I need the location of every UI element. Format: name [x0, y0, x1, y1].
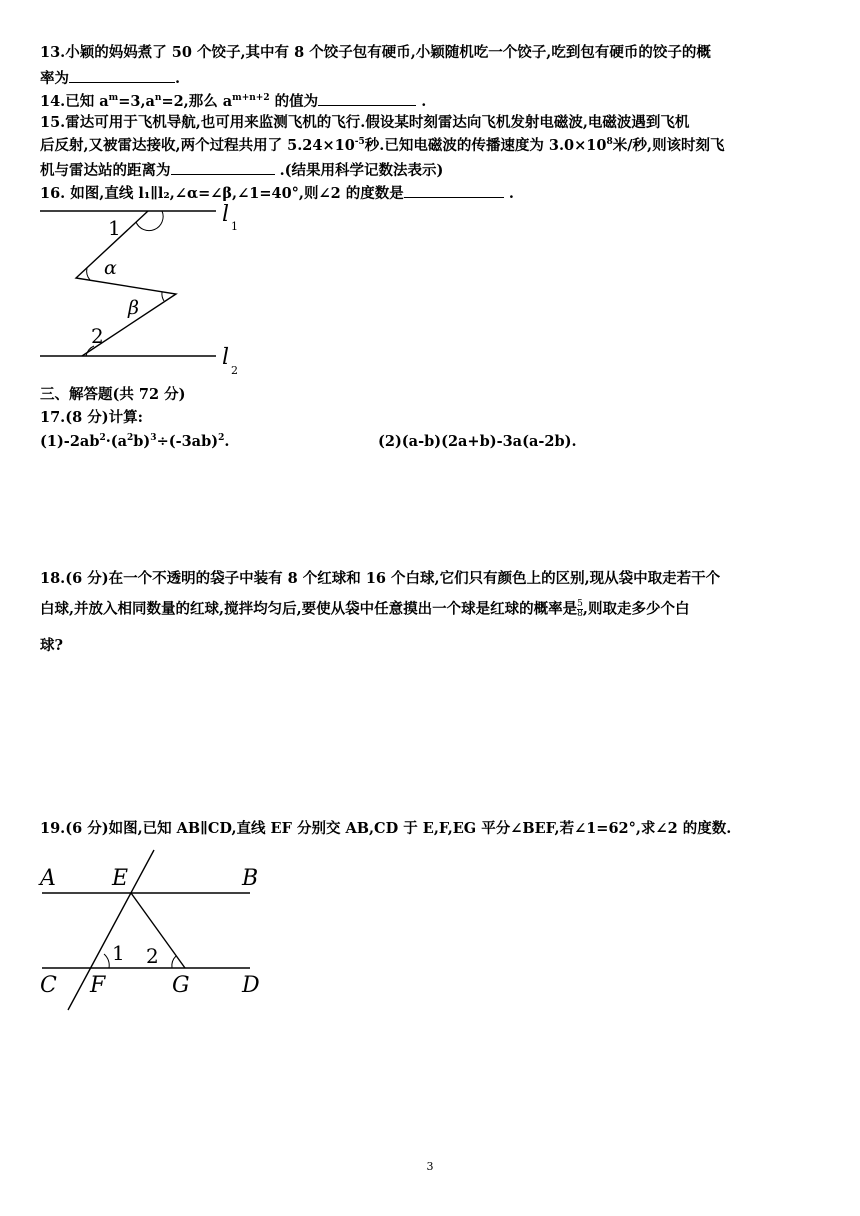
q15-text-a: 后反射,又被雷达接收,两个过程共用了 5.24×10	[40, 137, 355, 154]
q14-sup-n: n	[154, 93, 162, 104]
angle-beta-arc	[162, 292, 164, 301]
page-number: 3	[426, 1160, 434, 1173]
label-1: 1	[108, 216, 121, 240]
q18-numerator: 5	[577, 599, 583, 609]
q13-answer-blank[interactable]	[69, 68, 175, 83]
label-alpha: α	[104, 257, 117, 279]
q14-end: .	[421, 93, 427, 110]
label-1: 1	[112, 941, 125, 965]
q13-prefix: 率为	[40, 70, 69, 87]
label-l1-sub: 1	[231, 220, 238, 233]
q14-answer-blank[interactable]	[318, 91, 416, 106]
q16-line	[40, 183, 514, 203]
section-3-heading: 三、解答题(共 72 分)	[40, 386, 186, 403]
q15-text-d: 机与雷达站的距离为	[40, 162, 171, 179]
q17-part1	[40, 433, 229, 451]
angle-1-arc	[104, 954, 109, 968]
q17-p1-b: ·(a	[105, 433, 128, 450]
q14-line	[40, 91, 426, 111]
q14-sup-m: m	[108, 93, 119, 104]
q14-text-d: 的值为	[269, 93, 319, 110]
label-beta: β	[128, 297, 139, 319]
angle-2-arc	[172, 956, 176, 968]
q18-denominator: 8	[577, 609, 583, 619]
q17-p1-e: .	[224, 433, 230, 450]
q17-p1-c: b)	[133, 433, 151, 450]
q16-end: .	[508, 185, 514, 202]
q15-line3	[40, 160, 443, 180]
label-l2: l	[222, 345, 230, 370]
label-G: G	[172, 973, 190, 998]
label-A: A	[40, 866, 56, 891]
line-EF	[68, 850, 154, 1010]
q18-text-a: 白球,并放入相同数量的红球,搅拌均匀后,要使从袋中任意摸出一个球是红球的概率是	[40, 600, 578, 618]
q15-text-e: .(结果用科学记数法表示)	[279, 162, 444, 179]
label-B: B	[242, 866, 259, 891]
label-2: 2	[91, 324, 104, 348]
q18-line2	[40, 600, 689, 619]
q15-text-c: 米/秒,则该时刻飞	[612, 137, 725, 154]
angle-1-arc	[136, 211, 163, 231]
q17-part2: (2)(a-b)(2a+b)-3a(a-2b).	[378, 433, 577, 450]
q16-figure	[36, 204, 246, 380]
q14-text-b: =3,a	[118, 93, 155, 110]
q18-text-b: ,则取走多少个白	[582, 600, 690, 618]
q14-text-a: 14.已知 a	[40, 93, 109, 110]
q14-sup-exp: m+n+2	[232, 93, 270, 104]
q13-end: .	[175, 70, 181, 87]
q13-line1: 13.小颖的妈妈煮了 50 个饺子,其中有 8 个饺子包有硬币,小颖随机吃一个饺子,吃到包有硬币的饺子的概	[40, 44, 711, 61]
q15-text-b: 秒.已知电磁波的传播速度为 3.0×10	[364, 137, 607, 154]
q17-p1-sup2: 2	[127, 433, 134, 444]
label-C: C	[40, 973, 57, 998]
q18-line1: 18.(6 分)在一个不透明的袋子中装有 8 个红球和 16 个白球,它们只有颜色上的区别,现从袋中取走若干个	[40, 570, 721, 587]
q15-line2	[40, 137, 725, 155]
q19-figure	[36, 842, 276, 1017]
label-E: E	[112, 866, 129, 891]
angle-alpha-arc	[87, 268, 90, 280]
q16-text: 16. 如图,直线 l₁∥l₂,∠α=∠β,∠1=40°,则∠2 的度数是	[40, 185, 404, 202]
label-l1: l	[222, 204, 230, 227]
q17-p1-sup3: 3	[150, 433, 157, 444]
q14-text-c: =2,那么 a	[161, 93, 233, 110]
q19-line: 19.(6 分)如图,已知 AB∥CD,直线 EF 分别交 AB,CD 于 E,F,EG 平分∠BEF,若∠1=62°,求∠2 的度数.	[40, 820, 732, 837]
q15-sup-2: 8	[606, 137, 613, 148]
q15-answer-blank[interactable]	[171, 160, 275, 175]
q18-line3: 球?	[40, 637, 63, 654]
q15-sup-1: -5	[354, 137, 365, 148]
label-l2-sub: 2	[231, 364, 238, 377]
label-2: 2	[146, 944, 159, 968]
label-F: F	[90, 973, 106, 998]
q17-p1-sup1: 2	[99, 433, 106, 444]
q13-line2	[40, 68, 180, 88]
q17-p1-a: (1)-2ab	[40, 433, 100, 450]
q17-p1-d: ÷(-3ab)	[156, 433, 219, 450]
label-D: D	[242, 973, 260, 998]
q16-answer-blank[interactable]	[404, 183, 504, 198]
q17-title: 17.(8 分)计算:	[40, 409, 143, 426]
q17-p1-sup4: 2	[218, 433, 225, 444]
q15-line1: 15.雷达可用于飞机导航,也可用来监测飞机的飞行.假设某时刻雷达向飞机发射电磁波,电磁波遇到飞机	[40, 114, 690, 131]
